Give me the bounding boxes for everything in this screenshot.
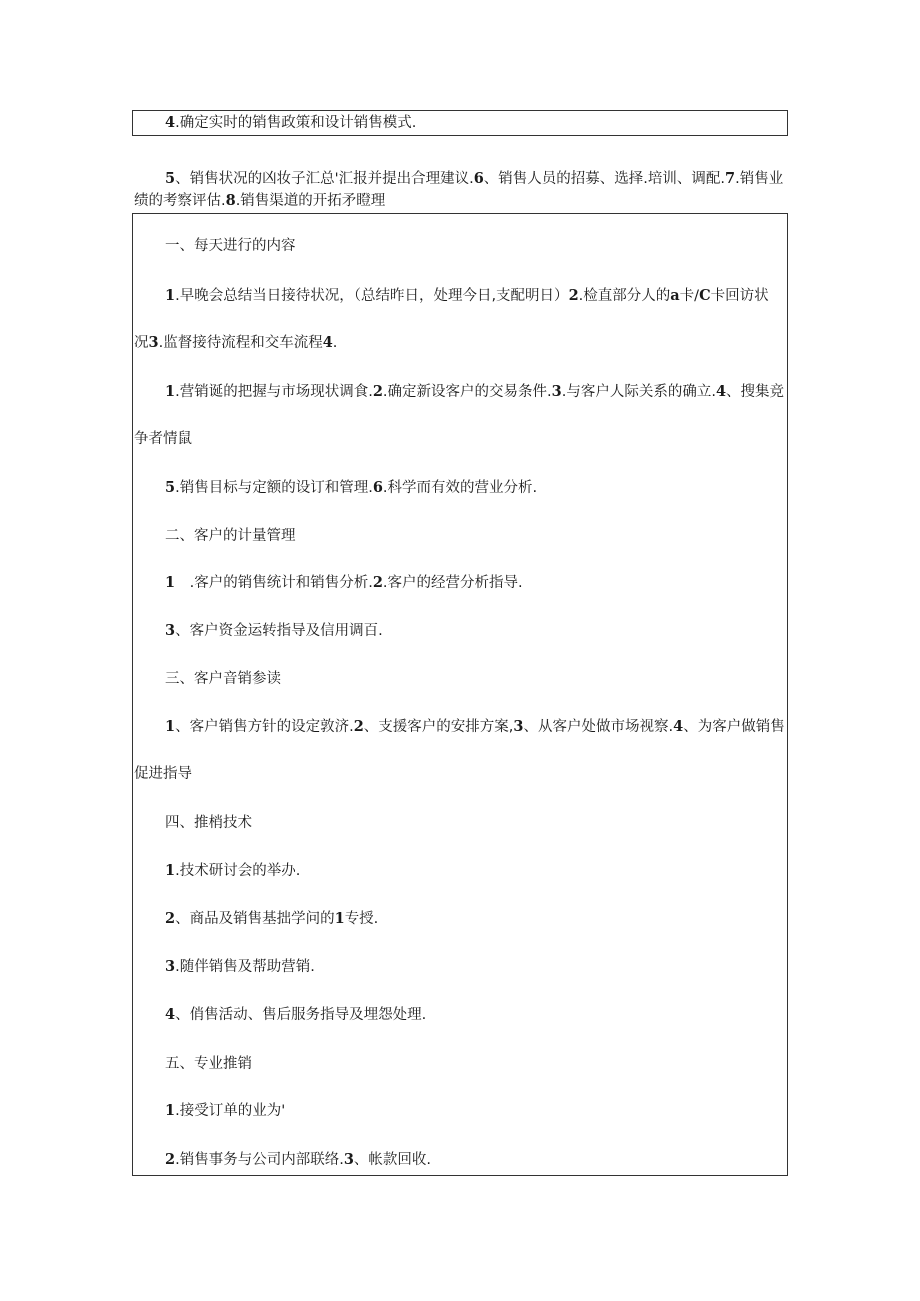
top-cell-text: 4.确定实时的销售政策和设计销售模式.: [165, 114, 417, 131]
section-1-p3: 5.销售目标与定额的设订和管理.6.科学而有效的营业分析.: [165, 479, 538, 496]
section-4-p1: 1.技术研讨会的举办.: [165, 862, 301, 879]
section-2-p1: 1 .客户的销售统计和销售分析.2.客户的经营分析指导.: [165, 574, 523, 591]
section-2-heading: 二、客户的计量管理: [165, 528, 296, 544]
section-3-p1-line-1: 1、客户销售方针的设定敦济.2、支援客户的安排方案,3、从客户处做市场视察.4、为客户做销售: [165, 718, 785, 735]
section-1-p1-line-2: 况3.监督接待流程和交车流程4.: [134, 334, 338, 351]
section-4-p2: 2、商品及销售基拙学问的1专授.: [165, 910, 379, 927]
section-5-p2: 2.销售事务与公司内部联络.3、帐款回收.: [165, 1151, 432, 1168]
section-5-heading: 五、专业推销: [165, 1056, 252, 1072]
section-4-heading: 四、推梢技术: [165, 815, 252, 831]
section-4-p4: 4、俏售活动、售后服务指导及埋怨处理.: [165, 1006, 427, 1023]
section-4-p3: 3.随伴销售及帮助营销.: [165, 958, 315, 975]
section-5-p1: 1.接受订单的业为': [165, 1102, 286, 1119]
main-table-cell: [132, 213, 788, 1176]
section-1-p2-line-1: 1.营销诞的把握与市场现状调食.2.确定新设客户的交易条件.3.与客户人际关系的确立.4、搜集竞: [165, 383, 785, 400]
section-3-heading: 三、客户音销参读: [165, 671, 281, 687]
section-1-heading: 一、每天进行的内容: [165, 238, 296, 254]
paragraph-1-line-2: 绩的考察评估.8.销售渠道的开拓矛瞪理: [134, 192, 386, 209]
section-2-p2: 3、客户资金运转指导及信用调百.: [165, 622, 383, 639]
section-3-p1-line-2: 促进指导: [134, 766, 192, 782]
section-1-p2-line-2: 争者情鼠: [134, 431, 192, 447]
section-1-p1-line-1: 1.早晚会总结当日接待状况，（总结昨日，处理今日,支配明日）2.检直部分人的a卡/C卡回访状: [165, 287, 769, 304]
paragraph-1-line-1: 5、销售状况的凶妆子汇总'汇报并提出合理建议.6、销售人员的招募、选择.培训、调配.7.销售业: [165, 170, 784, 187]
